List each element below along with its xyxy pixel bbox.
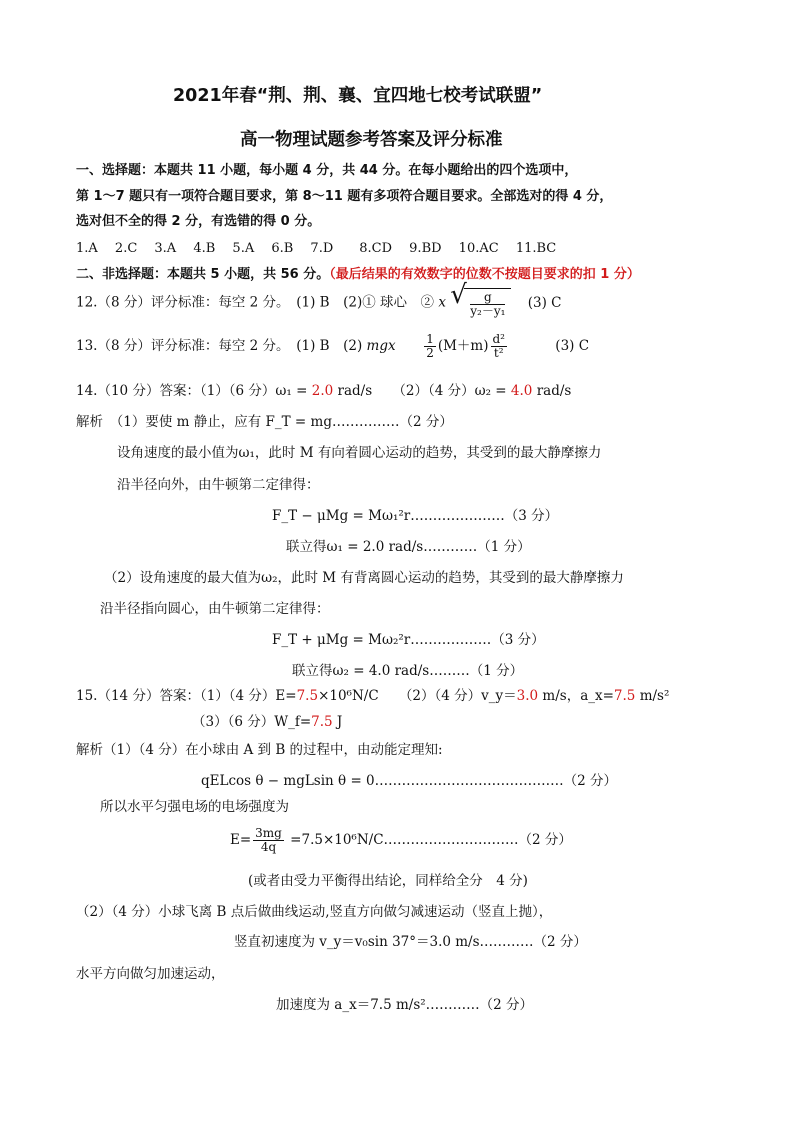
q14-line8: F_T + μMg = Mω₂²r………………（3 分） [272, 632, 545, 648]
q15-answer-line: 15.（14 分）答案：（1）（4 分）E=7.5×10⁶N/C （2）（4 分）v_y＝3.0 m/s，a_x=7.5 m/s² [76, 688, 670, 704]
section1-intro-line1: 一、选择题：本题共 11 小题，每小题 4 分，共 44 分。在每小题给出的四个选项中， [76, 163, 578, 178]
q14-line9: 联立得ω₂ = 4.0 rad/s………（1 分） [292, 663, 524, 679]
q14-line3: 沿半径向外，由牛顿第二定律得： [117, 477, 320, 493]
q15-line11: 加速度为 a_x＝7.5 m/s²…………（2 分） [276, 997, 534, 1013]
q13-suffix: (3) C [555, 338, 590, 355]
section1-intro-line2: 第 1～7 题只有一项符合题目要求，第 8～11 题有多项符合题目要求。全部选对的得 4 分， [76, 189, 613, 204]
q15-ax-value: 7.5 [613, 688, 636, 704]
section2-heading: 二、非选择题：本题共 5 小题，共 56 分。 [76, 267, 330, 282]
q15-line10: 水平方向做匀加速运动， [76, 966, 225, 982]
choice-answers: 1.A 2.C 3.A 4.B 5.A 6.B 7.D 8.CD 9.BD 10.AC 11.BC [76, 241, 557, 256]
q12-num: g [470, 291, 505, 305]
q14-answer-line: 14.（10 分）答案：（1）（6 分）ω₁ = 2.0 rad/s （2）（4 分）ω₂ = 4.0 rad/s [76, 383, 572, 399]
q15-line5: 所以水平匀强电场的电场强度为 [100, 799, 289, 815]
q15-E-fraction: $\frac{3mg}{4q}$ [255, 826, 282, 855]
q14-line4: F_T − μMg = Mω₁²r…………………（3 分） [272, 508, 559, 524]
q15-line8: （2）（4 分）小球飞离 B 点后做曲线运动,竖直方向做匀减速运动（竖直上抛）， [76, 904, 553, 920]
q12-sqrt-formula: √ $\frac{g}{\text{y₂－y₁}}$ [450, 288, 511, 318]
q15-line4: qELcos θ − mgLsin θ = 0……………………………………（2 分） [201, 773, 618, 789]
q12-prefix: 12.（8 分）评分标准：每空 2 分。 (1) B (2)① 球心 ② [76, 294, 435, 311]
q12-x: x [438, 294, 446, 311]
q12-line [76, 280, 562, 319]
q13-half: $\frac{1}{2}$ [426, 332, 434, 361]
q12-den: y₂－y₁ [470, 304, 506, 319]
q14-line5: 联立得ω₁ = 2.0 rad/s…………（1 分） [286, 539, 531, 555]
q13-d-over-t: $\frac{\text{d²}}{\text{t²}}$ [492, 332, 505, 361]
q15-wf-value: 7.5 [311, 714, 333, 730]
q14-line6: （2）设角速度的最大值为ω₂，此时 M 有背离圆心运动的趋势，其受到的最大静摩擦力 [104, 570, 624, 586]
q15-line7: (或者由受力平衡得出结论，同样给全分 4 分) [248, 873, 528, 889]
section2-note: （最后结果的有效数字的位数不按题目要求的扣 1 分） [329, 267, 640, 282]
q15-line9: 竖直初速度为 v_y＝v₀sin 37°＝3.0 m/s…………（2 分） [234, 934, 587, 950]
q14-omega2-value: 4.0 [510, 383, 533, 399]
q13-mgx: mgx [366, 338, 396, 355]
document-title: 2021年春“荆、荆、襄、宜四地七校考试联盟” [173, 86, 543, 106]
q14-omega1-value: 2.0 [311, 383, 334, 399]
q13-prefix: 13.（8 分）评分标准：每空 2 分。 (1) B (2) [76, 338, 363, 355]
q15-line6: E= $\frac{3mg}{4q}$ =7.5×10⁶N/C…………………………（2 分） [230, 826, 572, 855]
q14-line2: 设角速度的最小值为ω₁，此时 M 有向着圆心运动的趋势，其受到的最大静摩擦力 [117, 445, 602, 461]
document-subtitle: 高一物理试题参考答案及评分标准 [240, 130, 503, 150]
q15-answer-line2: （3）（6 分）W_f=7.5 J [192, 714, 343, 730]
q12-suffix: (3) C [527, 294, 562, 311]
q15-vy-value: 3.0 [516, 688, 539, 704]
q13-line [76, 333, 589, 360]
q15-line3: 解析（1）（4 分）在小球由 A 到 B 的过程中，由动能定理知: [76, 742, 443, 758]
q15-E-value: 7.5 [296, 688, 319, 704]
section2-heading-line [76, 266, 640, 283]
q14-line7: 沿半径指向圆心，由牛顿第二定律得： [100, 601, 330, 617]
q13-mass-sum: (M＋m) [437, 338, 489, 355]
q14-line1: 解析 （1）要使 m 静止，应有 F_T = mg……………（2 分） [76, 414, 453, 430]
section1-intro-line3: 选对但不全的得 2 分，有选错的得 0 分。 [76, 214, 321, 229]
